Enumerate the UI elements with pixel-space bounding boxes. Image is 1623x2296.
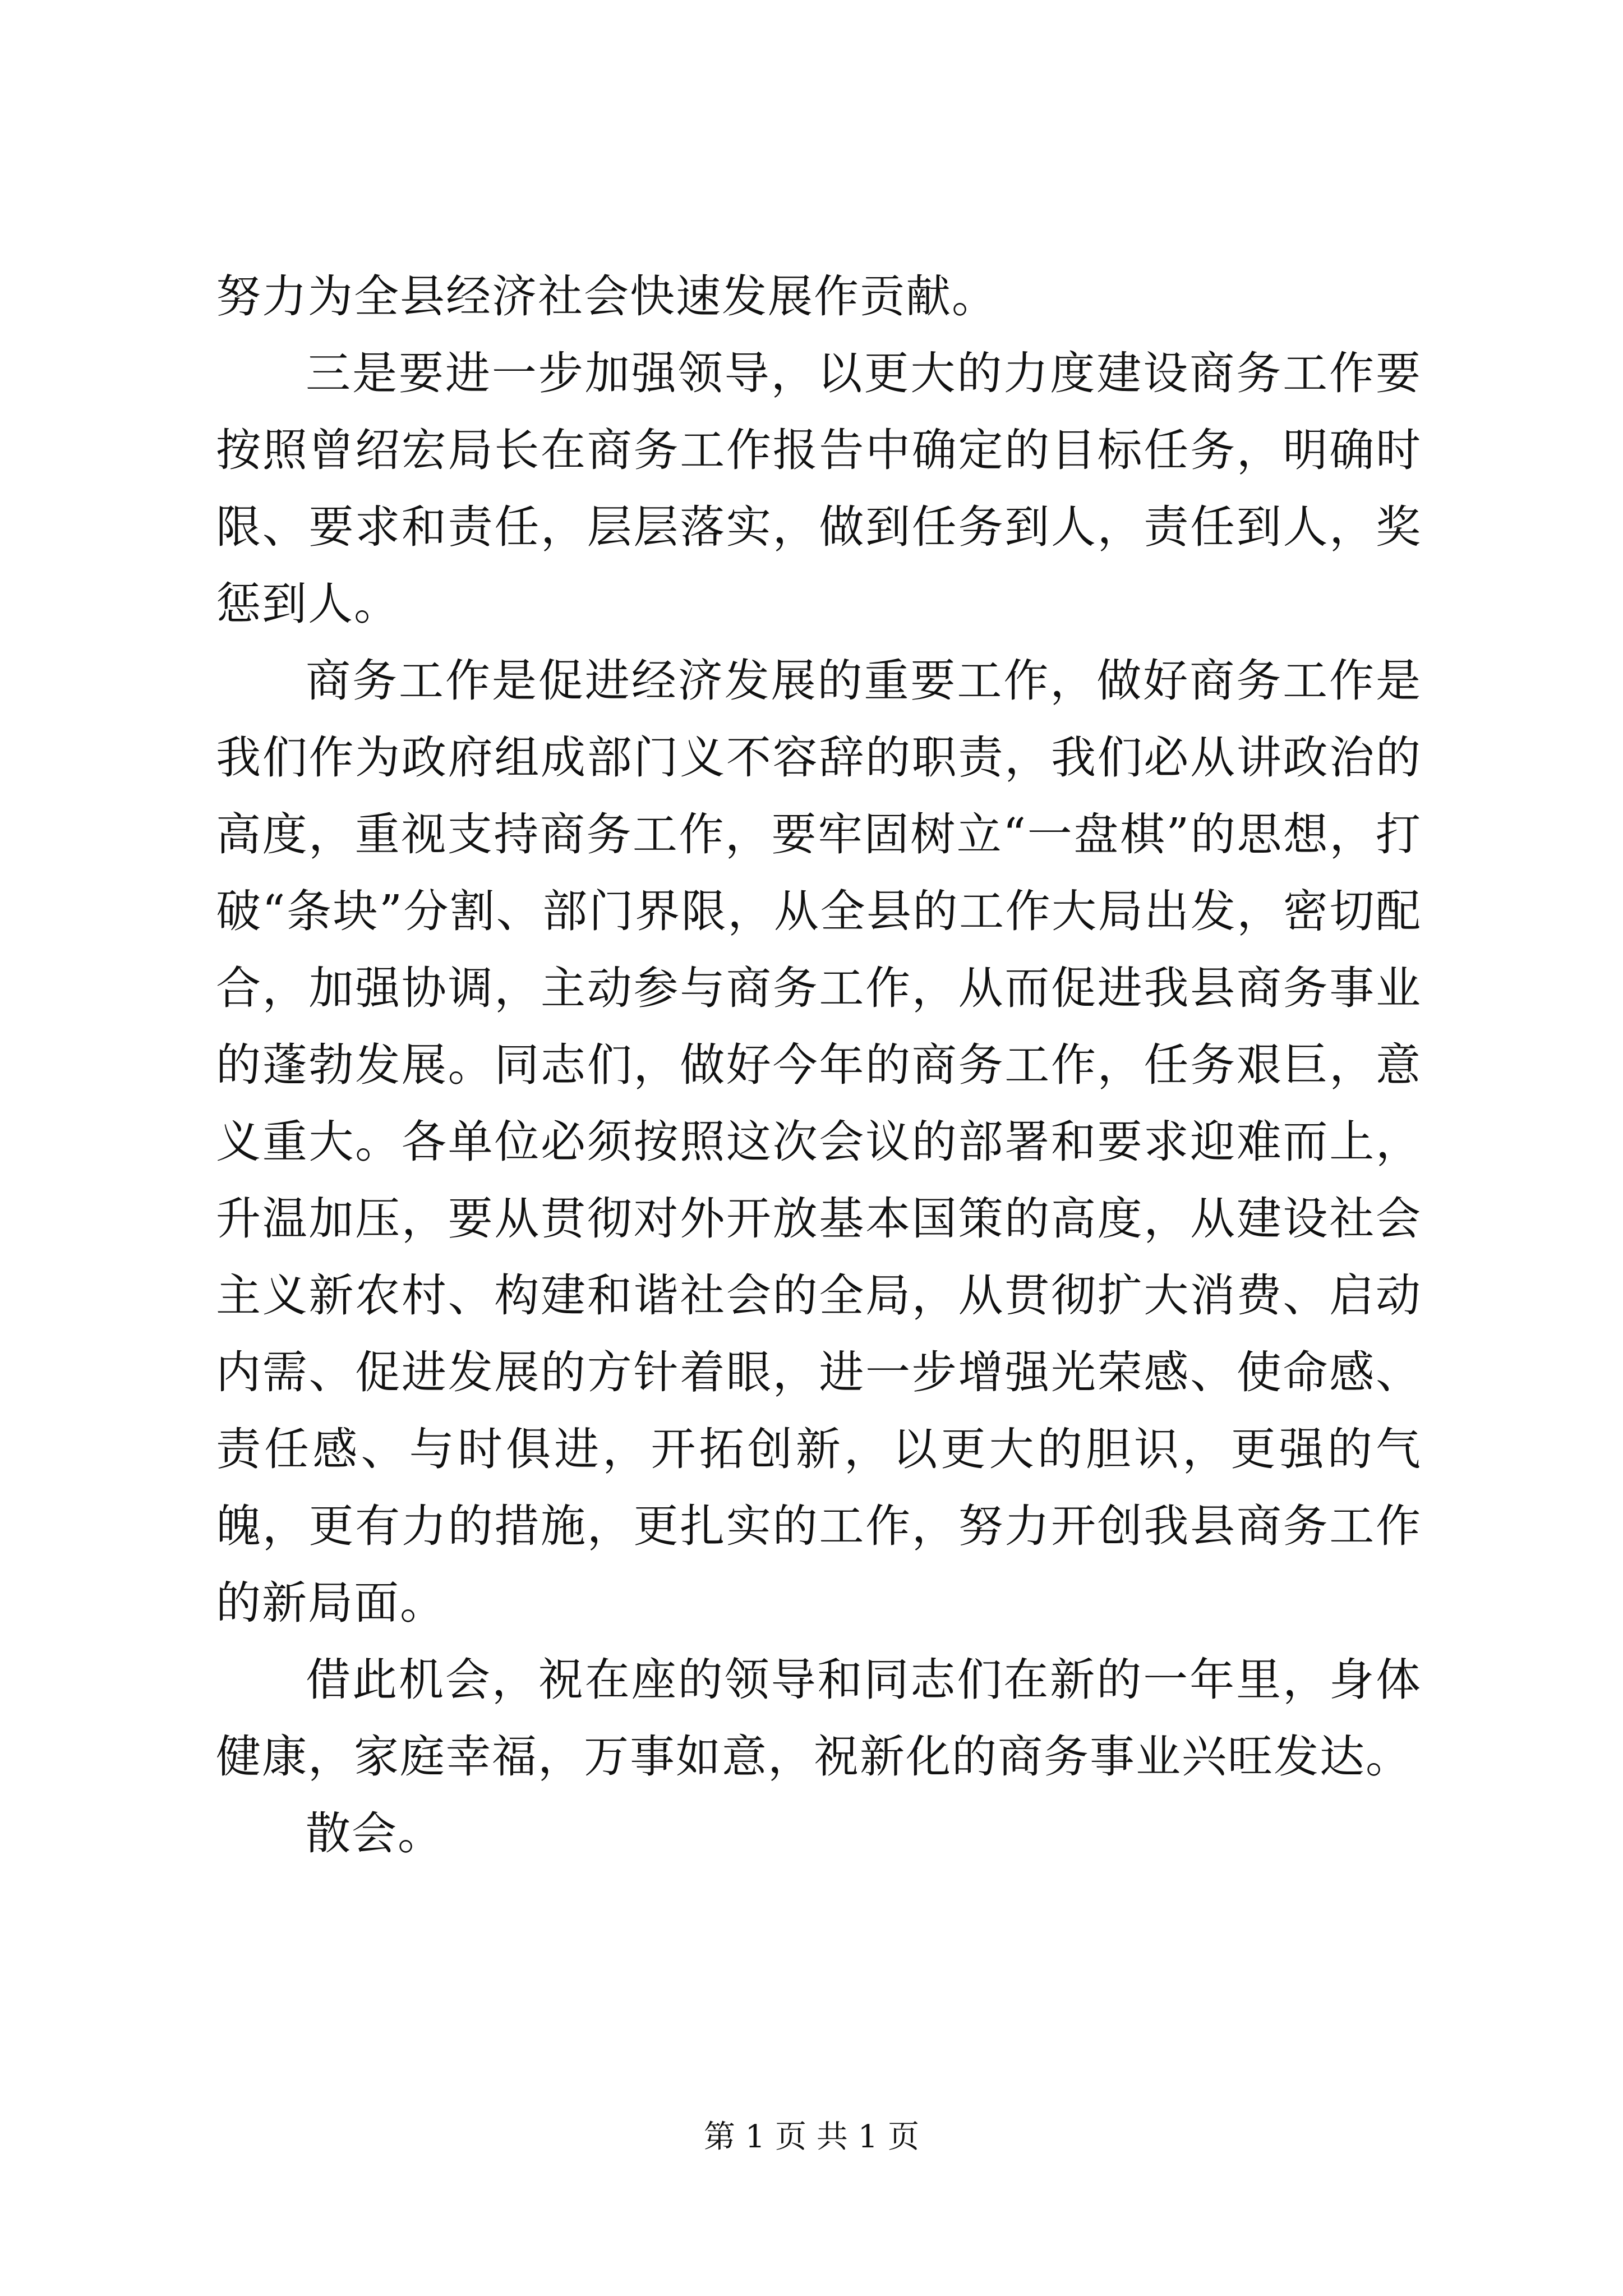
document-body [216,258,1422,1872]
paragraph-2: 三是要进一步加强领导，以更大的力度建设商务工作要按照曾绍宏局长在商务工作报告中确定的目标任务，明确时限、要求和责任，层层落实，做到任务到人，责任到人，奖惩到人。 [216,347,1422,630]
paragraph-4: 借此机会，祝在座的领导和同志们在新的一年里，身体健康，家庭幸福，万事如意，祝新化的商务事业兴旺发达。 [216,1654,1422,1783]
page-footer: 第 1 页 共 1 页 [703,2119,920,2155]
paragraph-1: 努力为全县经济社会快速发展作贡献。 [216,270,998,323]
paragraph-3: 商务工作是促进经济发展的重要工作，做好商务工作是我们作为政府组成部门义不容辞的职责，我们必从讲政治的高度，重视支持商务工作，要牢固树立“一盘棋”的思想，打破“条块”分割、部门界限，从全县的工作大局出发，密切配合，加强协调，主动参与商务工作，从而促进我县商务事业的蓬勃发展。同志们，做好今年的商务工作，任务艰巨，意义重大。各单位必须按照这次会议的部署和要求迎难而上，升温加压，要从贯彻对外开放基本国策的高度，从建设社会主义新农村、构建和谐社会的全局，从贯彻扩大消费、启动内需、促进发展的方针着眼，进一步增强光荣感、使命感、责任感、与时俱进，开拓创新，以更大的胆识，更强的气魄，更有力的措施，更扎实的工作，努力开创我县商务工作的新局面。 [216,655,1422,1629]
paragraph-5: 散会。 [306,1807,444,1860]
